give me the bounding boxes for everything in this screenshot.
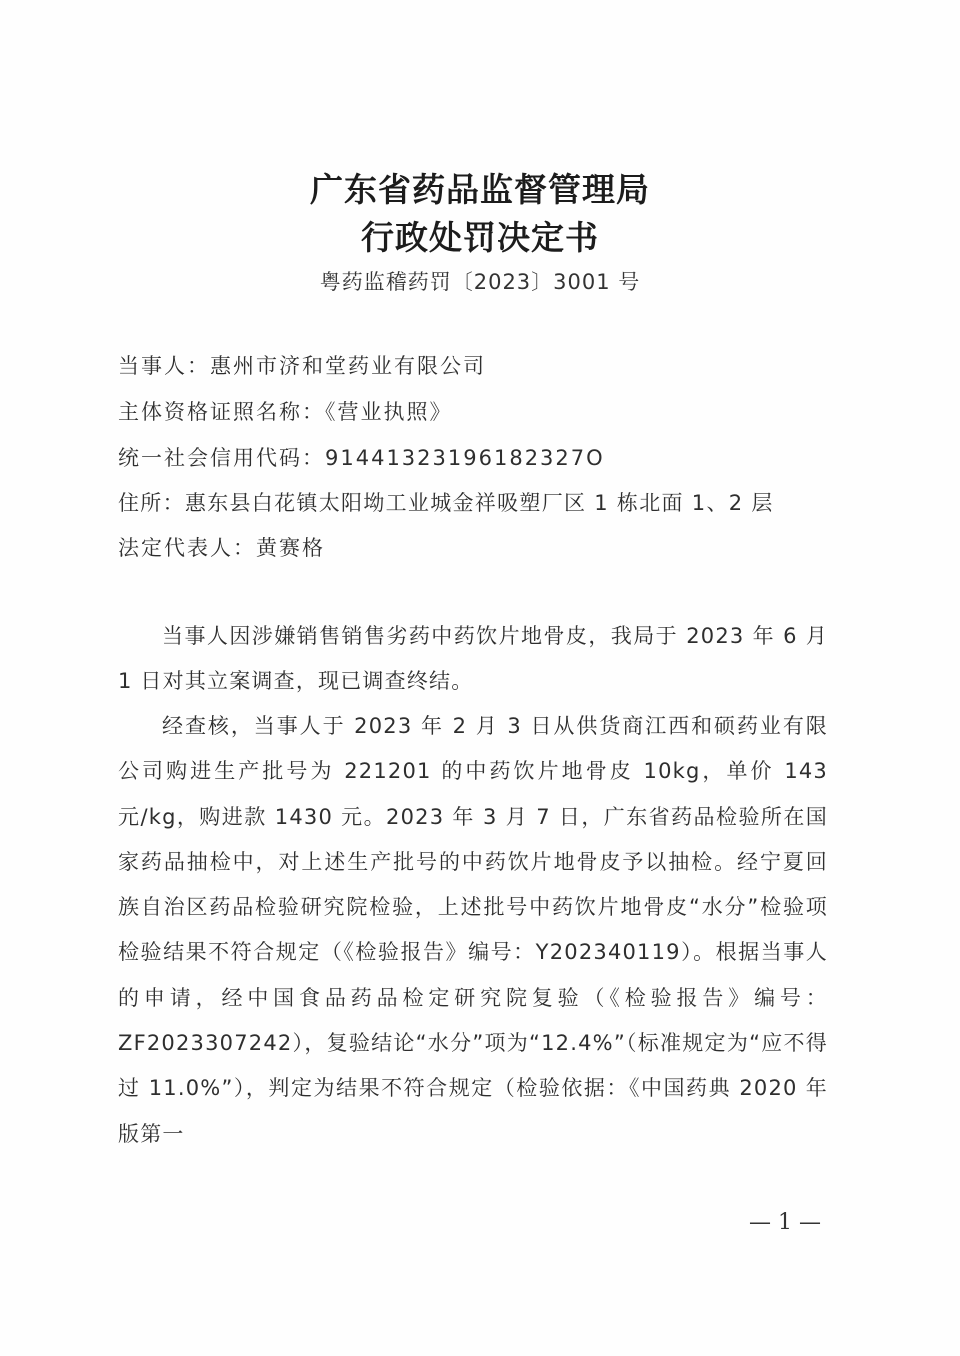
party-name: 当事人：惠州市济和堂药业有限公司 — [118, 354, 486, 378]
party-address: 住所：惠东县白花镇太阳坳工业城金祥吸塑厂区 1 栋北面 1、2 层 — [118, 491, 774, 515]
document-title-line1: 广东省药品监督管理局 — [310, 170, 650, 209]
credit-code: 统一社会信用代码：91441323196182327O — [118, 446, 605, 470]
body-paragraph-2: 经查核，当事人于 2023 年 2 月 3 日从供货商江西和硕药业有限公司购进生产批号为 221201 的中药饮片地骨皮 10kg，单价 143 元/kg，购进款 1430 元。2023 年 3 月 7 日，广东省药品检验所在国家药品抽检中，对上述生产批号的中药饮片地骨皮予以抽检。经宁夏回族自治区药品检验研究院检验，上述批号中药饮片地骨皮“水分”检验项检验结果不符合规定（《检验报告》编号：Y202340119）。根据当事人的申请，经中国食品药品检定研究院复验（《检验报告》编号：ZF2023307242），复验结论“水分”项为“12.4%”（标准规定为“应不得过 11.0%”），判定为结果不符合规定（检验依据：《中国药典 2020 年版第一 — [118, 714, 828, 1146]
page-number: — 1 — — [749, 1210, 821, 1235]
body-paragraph-1: 当事人因涉嫌销售销售劣药中药饮片地骨皮，我局于 2023 年 6 月 1 日对其立案调查，现已调查终结。 — [118, 624, 828, 694]
legal-representative: 法定代表人：黄赛格 — [118, 536, 325, 560]
license-name: 主体资格证照名称：《营业执照》 — [118, 400, 453, 424]
document-title-line2: 行政处罚决定书 — [361, 218, 599, 257]
document-number: 粤药监稽药罚〔2023〕3001 号 — [319, 270, 641, 294]
